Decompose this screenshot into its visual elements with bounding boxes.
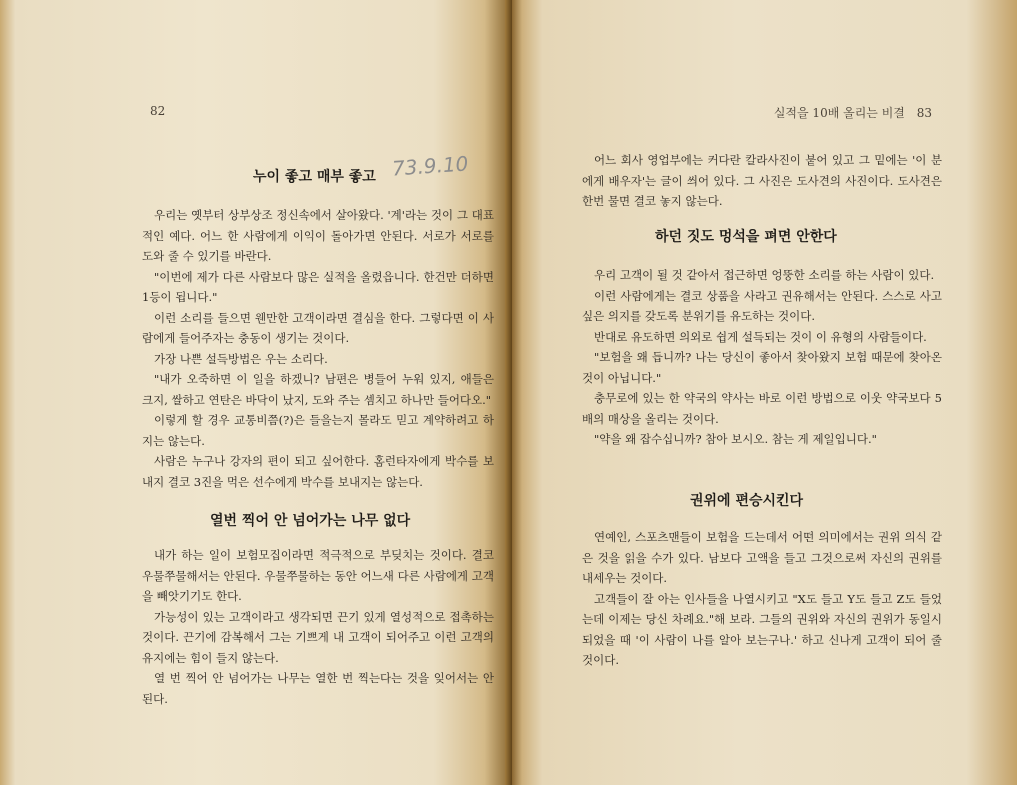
paragraph: 가장 나쁜 설득방법은 우는 소리다. [154, 351, 328, 366]
heading-left-1: 누이 좋고 매부 좋고 [253, 169, 376, 185]
handwritten-annotation: 73.9.10 [391, 151, 470, 181]
paragraph: 이런 사람에게는 결코 상품을 사라고 권유해서는 안된다. 스스로 사고 싶은 의지를 갖도록 분위기를 유도하는 것이다. [582, 288, 942, 323]
paragraph: 우리 고객이 될 것 같아서 접근하면 엉뚱한 소리를 하는 사람이 있다. [594, 268, 935, 282]
page-number-left: 82 [150, 104, 166, 118]
paragraph: 내가 하는 일이 보험모집이라면 적극적으로 부딪치는 것이다. 결코 우물쭈물해서는 안된다. 우물쭈물하는 동안 어느새 다른 사람에게 고객을 빼앗기기도 한다. [142, 548, 494, 603]
paragraph: 열 번 찍어 안 넘어가는 나무는 열한 번 찍는다는 것을 잊어서는 안된다. [142, 671, 494, 706]
right-intro [582, 150, 942, 212]
paragraph: 우리는 옛부터 상부상조 정신속에서 살아왔다. '계'라는 것이 그 대표적인 예다. 어느 한 사람에게 이익이 돌아가면 안된다. 서로가 서로를 도와 줄 수 있기를 바란다. [142, 208, 494, 263]
paragraph: "이번에 제가 다른 사람보다 많은 실적을 올렸읍니다. 한건만 더하면 1등이 됩니다." [142, 269, 494, 304]
right-page [512, 0, 1017, 785]
left-section1 [142, 205, 494, 492]
paragraph: 사람은 누구나 강자의 편이 되고 싶어한다. 홈런타자에게 박수를 보내지 결코 3진을 먹은 선수에게 박수를 보내지는 않는다. [142, 454, 494, 489]
paragraph: 고객들이 잘 아는 인사들을 나열시키고 "X도 들고 Y도 들고 Z도 들었는데 이제는 당신 차례요."해 보라. 그들의 권위와 자신의 권위가 동일시 되었을 때 '이 사람이 나를 알아 보는구나.' 하고 신나게 고객이 되어 줄 것이다. [582, 591, 942, 667]
running-header-title: 실적을 10배 올리는 비결 [773, 106, 905, 120]
paragraph: 이런 소리를 들으면 웬만한 고객이라면 결심을 한다. 그렇다면 이 사람에게 들어주자는 충동이 생기는 것이다. [142, 310, 494, 345]
page-number-right: 83 [916, 106, 932, 120]
paragraph: 이렇게 할 경우 교통비쯤(?)은 들을는지 몰라도 믿고 계약하려고 하지는 않는다. [142, 413, 494, 448]
paragraph: 충무로에 있는 한 약국의 약사는 바로 이런 방법으로 이웃 약국보다 5배의 매상을 올리는 것이다. [582, 391, 942, 426]
paragraph: 가능성이 있는 고객이라고 생각되면 끈기 있게 열성적으로 접촉하는 것이다. 끈기에 감복해서 그는 기쁘게 내 고객이 되어주고 이런 고객의 유지에는 힘이 들지 않는다. [142, 609, 494, 665]
paragraph: "약을 왜 잡수십니까? 참아 보시오. 참는 게 제일입니다." [594, 432, 877, 446]
right-section1 [582, 265, 942, 450]
paragraph: "내가 오죽하면 이 일을 하겠니? 남편은 병들어 누워 있지, 애들은 크지, 쌀하고 연탄은 바닥이 났지, 도와 주는 셈치고 하나만 들어다오." [142, 372, 494, 407]
right-section2 [582, 527, 942, 671]
heading-right-1: 하던 짓도 멍석을 펴면 안한다 [655, 229, 837, 245]
paragraph: 연예인, 스포츠맨들이 보험을 드는데서 어떤 의미에서는 권위 의식 같은 것을 읽을 수가 있다. 남보다 고액을 들고 그것으로써 자신의 권위를 내세우는 것이다. [582, 530, 942, 585]
paragraph: 어느 회사 영업부에는 커다란 칼라사진이 붙어 있고 그 밑에는 '이 분에게 배우자'는 글이 씌어 있다. 그 사진은 도사견의 사진이다. 도사견은 한번 물면 결코 놓지 않는다. [582, 153, 942, 208]
left-section2 [142, 545, 494, 709]
heading-right-2: 권위에 편승시킨다 [690, 493, 804, 509]
paragraph: "보험을 왜 듭니까? 나는 당신이 좋아서 찾아왔지 보험 때문에 찾아온 것이 아닙니다." [582, 350, 942, 385]
paragraph: 반대로 유도하면 의외로 쉽게 설득되는 것이 이 유형의 사람들이다. [594, 329, 927, 344]
heading-left-2: 열번 찍어 안 넘어가는 나무 없다 [210, 513, 411, 529]
running-header [774, 104, 932, 121]
